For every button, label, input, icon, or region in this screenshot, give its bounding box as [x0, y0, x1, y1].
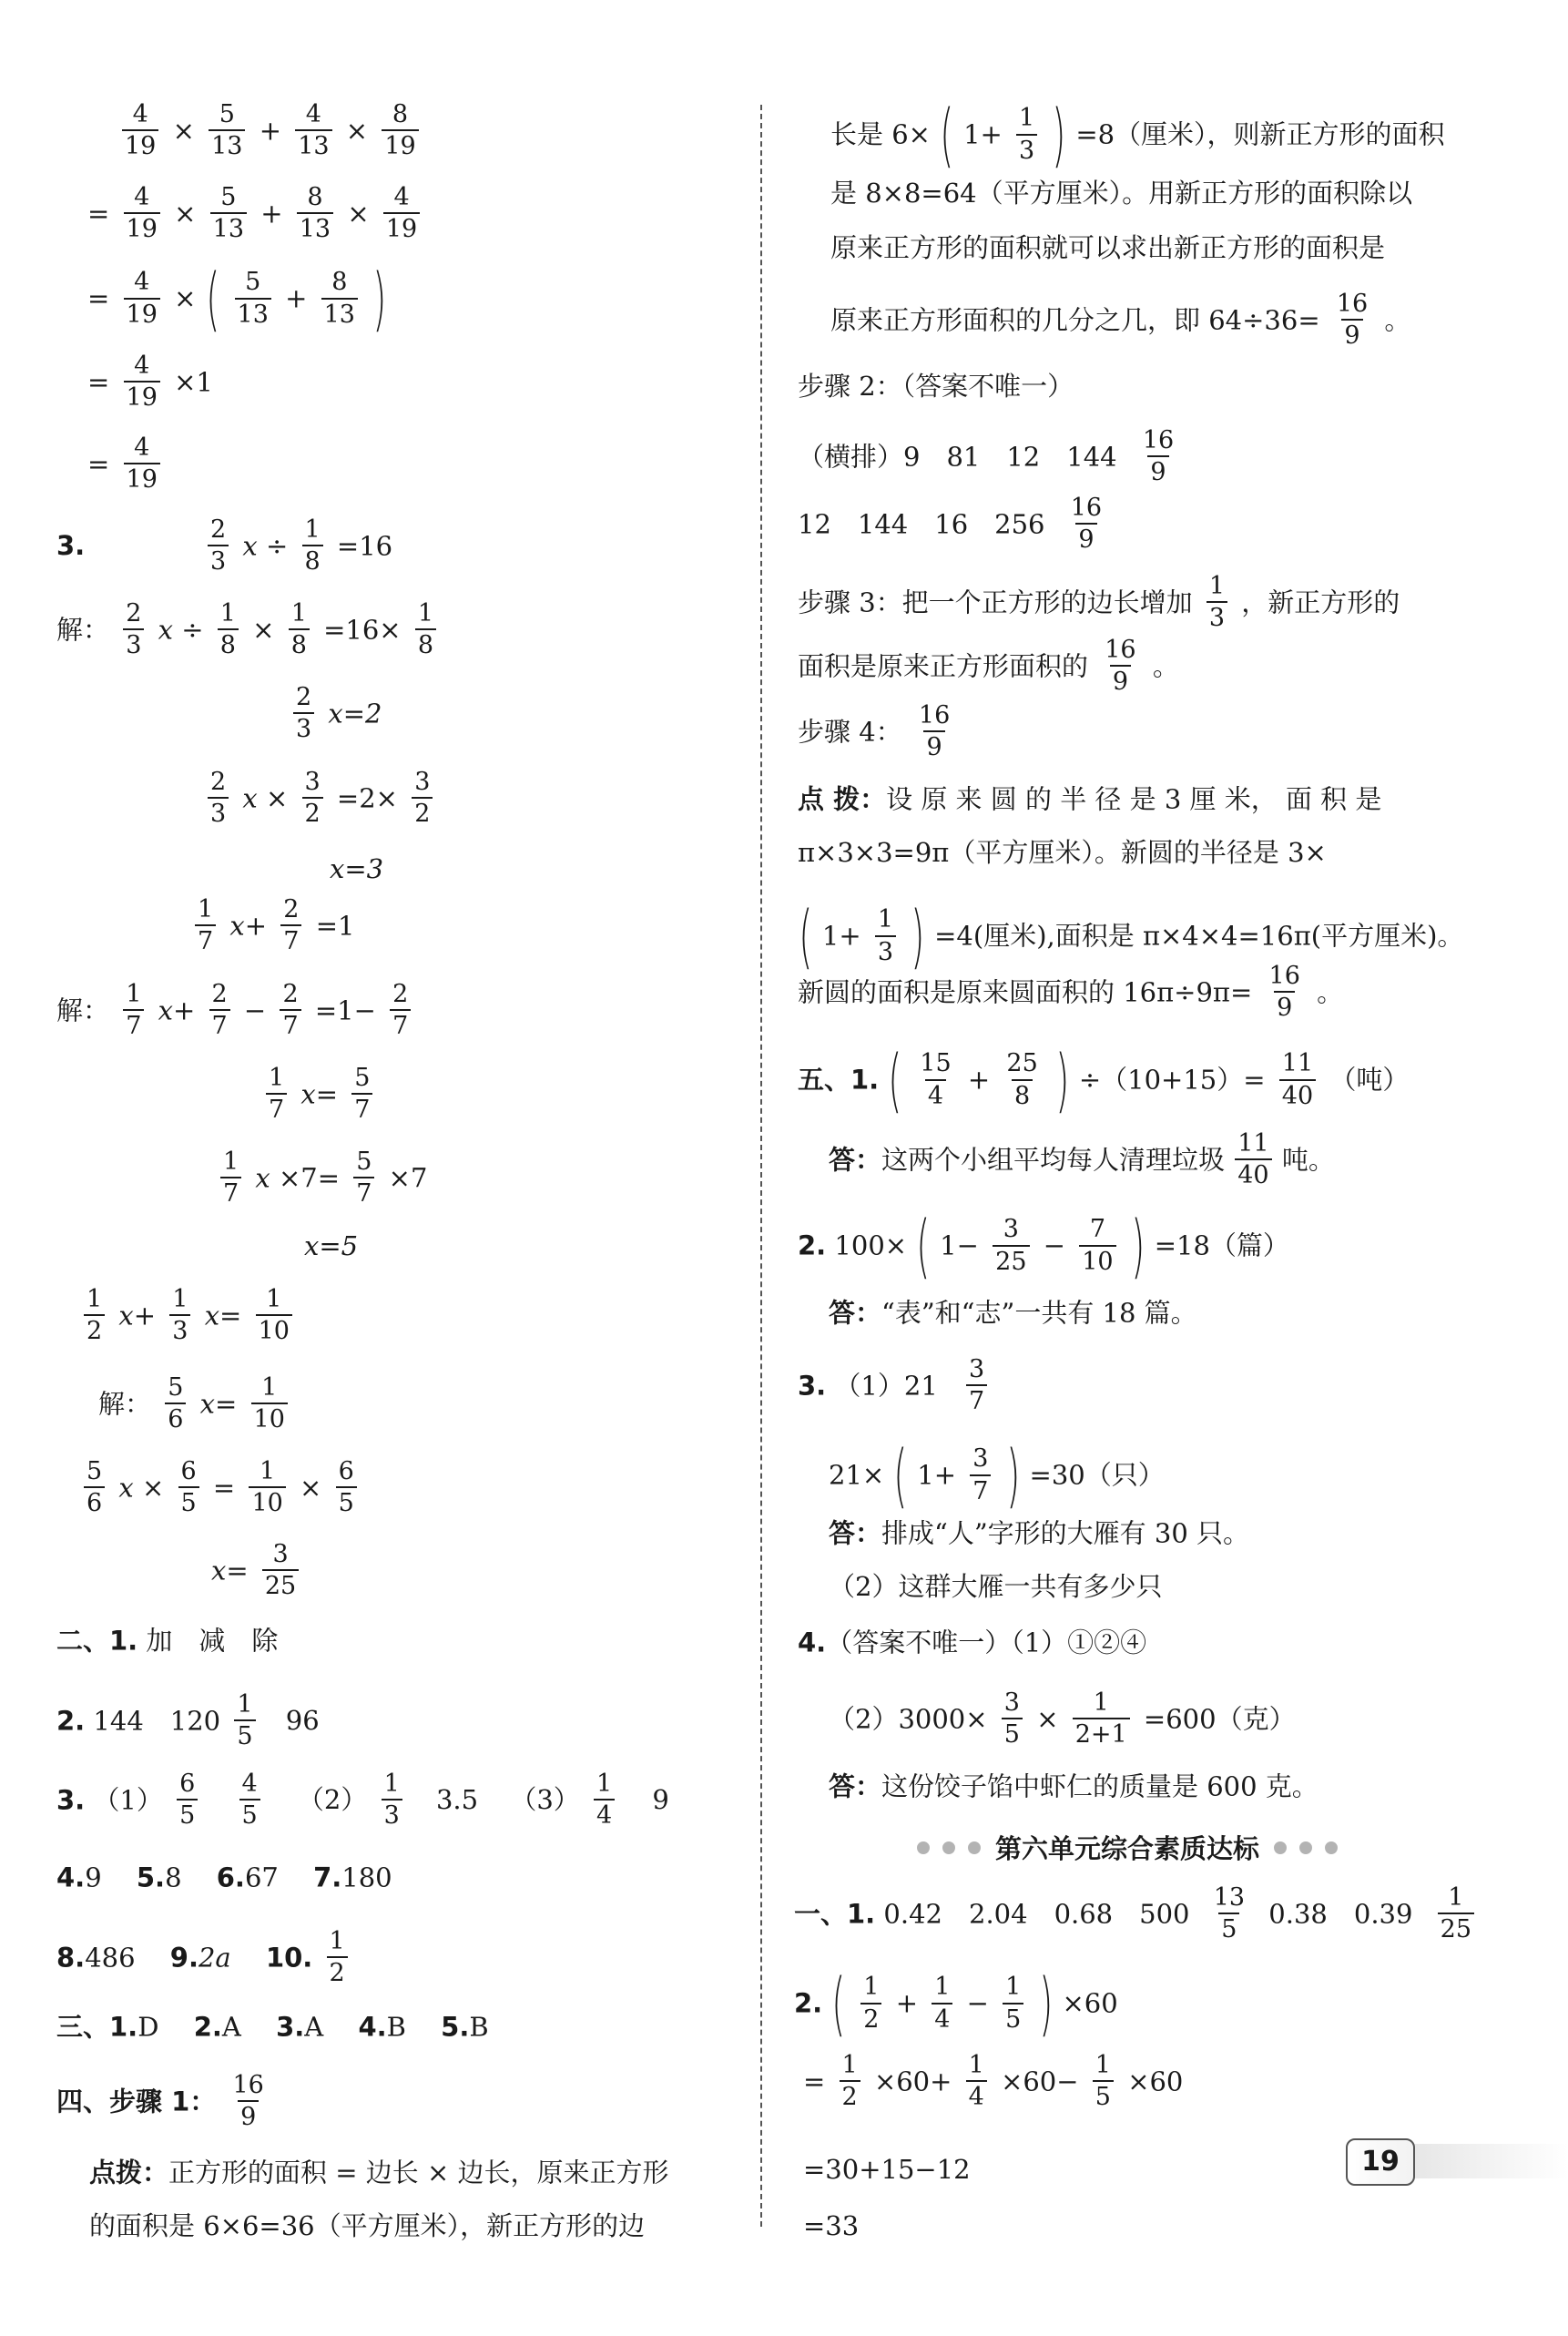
section5-q1-answer: 答：这两个小组平均每人清理垃圾 $\frac{11}{40}$ 吨。 [829, 1129, 1335, 1190]
q3-solve-3: $\frac{2}{3}$ x × $\frac{3}{2}$ =2× $\frac{3}{2}$ [202, 770, 438, 828]
section5-q4-calc: （2）3000× $\frac{3}{5}$ × $\frac{1}{2+1}$ =600（克） [829, 1688, 1296, 1749]
unit-q2-step2: =30+15−12 [803, 2154, 971, 2185]
section5-q3-calc: 21× ( 1+ $\frac{3}{7}$ ) =30（只） [829, 1434, 1165, 1515]
q4-solve-1: 解： $\frac{1}{7}$ x+ $\frac{2}{7}$ − $\frac{2}{7}$ =1− $\frac{2}{7}$ [56, 982, 416, 1040]
step4: 步骤 4： $\frac{16}{9}$ [798, 701, 951, 762]
q3-equation: $\frac{2}{3}$ x ÷ $\frac{1}{8}$ =16 [202, 517, 392, 576]
step2-row1: （横排）9 81 12 144 $\frac{16}{9}$ [798, 426, 1175, 487]
banner-dot-icon [1325, 1841, 1338, 1854]
section5-q3-answer: 答：排成“人”字形的大雁有 30 只。 [829, 1517, 1250, 1549]
unit-q2-step3: =33 [803, 2210, 860, 2241]
eq1-line5: = $\frac{4}{19}$ [87, 435, 166, 494]
tip-line1: 点拨：正方形的面积 = 边长 × 边长，原来正方形 [89, 2157, 669, 2188]
section4-step1: 四、步骤 1： $\frac{16}{9}$ [56, 2071, 264, 2132]
section5-q3: 3. （1）21 $\frac{3}{7}$ [798, 1357, 993, 1415]
unit-q2: 2. ( $\frac{1}{2}$ + $\frac{1}{4}$ − $\frac{1}{5}$ ) ×60 [794, 1963, 1118, 2044]
section2-q8-10: 8.486 9.2a 10. $\frac{1}{2}$ [56, 1929, 353, 1987]
q3-solve-1: 解： $\frac{2}{3}$ x ÷ $\frac{1}{8}$ × $\frac{1}{8}$ =16× $\frac{1}{8}$ [56, 601, 442, 659]
section5-q2: 2. 100× ( 1− $\frac{3}{25}$ − $\frac{7}{10}$ ) =18（篇） [798, 1205, 1289, 1286]
step2-label: 步骤 2：（答案不唯一） [798, 371, 1074, 402]
q3-number: 3. [56, 530, 86, 561]
section3-answers: 三、1.D 2.A 3.A 4.B 5.B [56, 2011, 489, 2043]
unit-q1: 一、1. 0.42 2.04 0.68 500 $\frac{13}{5}$ 0.38 0.39 $\frac{1}{25}$ [794, 1885, 1480, 1943]
tip2-line1: 点 拨：设 原 来 圆 的 半 径 是 3 厘 米， 面 积 是 [798, 783, 1382, 815]
section2-q3: 3. （1） $\frac{6}{5}$ $\frac{4}{5}$ （2） $\frac{1}{3}$ 3.5 （3） $\frac{1}{4}$ 9 [56, 1770, 669, 1831]
banner-dot-icon [968, 1841, 981, 1854]
unit-banner [881, 1829, 1373, 1866]
q5-solve-2: $\frac{5}{6}$ x × $\frac{6}{5}$ = $\frac{1}{10}$ × $\frac{6}{5}$ [78, 1459, 362, 1517]
eq1-line3: = $\frac{4}{19}$ × ( $\frac{5}{13}$ + $\frac{8}{13}$ ) [87, 258, 387, 339]
section5-q1: 五、1. ( $\frac{15}{4}$ + $\frac{25}{8}$ ) ÷（10+15）= $\frac{11}{40}$ （吨） [798, 1039, 1410, 1120]
section5-q4: 4.（答案不唯一）（1）①②④ [798, 1627, 1147, 1658]
tip2-line2: π×3×3=9π（平方厘米）。新圆的半径是 3× [798, 837, 1327, 868]
right-line1: 长是 6× ( 1+ $\frac{1}{3}$ ) =8（厘米），则新正方形的面积 [830, 94, 1445, 175]
banner-dot-icon [1299, 1841, 1312, 1854]
column-divider [760, 105, 762, 2227]
q5-equation: $\frac{1}{2}$ x+ $\frac{1}{3}$ x= $\frac{1}{10}$ [78, 1287, 298, 1345]
page-number: 19 [1346, 2138, 1415, 2186]
q3-result: x=3 [330, 853, 384, 884]
tip2-line4: 新圆的面积是原来圆面积的 16π÷9π= $\frac{16}{9}$ 。 [798, 962, 1344, 1023]
right-line3: 原来正方形的面积就可以求出新正方形的面积是 [830, 232, 1386, 263]
q3-solve-2: $\frac{2}{3}$ x=2 [288, 685, 382, 743]
q4-solve-3: $\frac{1}{7}$ x ×7= $\frac{5}{7}$ ×7 [215, 1149, 427, 1208]
tip-line2: 的面积是 6×6=36（平方厘米），新正方形的边 [89, 2210, 646, 2241]
q4-solve-2: $\frac{1}{7}$ x= $\frac{5}{7}$ [260, 1066, 378, 1124]
page-number-bar [1410, 2144, 1568, 2178]
section5-q2-answer: 答：“表”和“志”一共有 18 篇。 [829, 1297, 1197, 1329]
eq1-line1: $\frac{4}{19}$ × $\frac{5}{13}$ + $\frac{4}{13}$ × $\frac{8}{19}$ [117, 102, 424, 160]
tip2-line3: ( 1+ $\frac{1}{3}$ ) =4(厘米),面积是 π×4×4=16π(平方厘米)。 [799, 895, 1464, 976]
q4-result: x=5 [304, 1230, 359, 1261]
eq1-line2: = $\frac{4}{19}$ × $\frac{5}{13}$ + $\frac{8}{13}$ × $\frac{4}{19}$ [87, 185, 425, 243]
right-line2: 是 8×8=64（平方厘米）。用新正方形的面积除以 [830, 178, 1413, 209]
section5-q3-part2: （2）这群大雁一共有多少只 [829, 1571, 1163, 1602]
banner-dot-icon [942, 1841, 955, 1854]
banner-dot-icon [917, 1841, 930, 1854]
section2-q4-7: 4.9 5.8 6.67 7.180 [56, 1862, 392, 1893]
unit-q2-step1: = $\frac{1}{2}$ ×60+ $\frac{1}{4}$ ×60− $\frac{1}{5}$ ×60 [803, 2051, 1184, 2112]
q5-solve-1: 解： $\frac{5}{6}$ x= $\frac{1}{10}$ [98, 1375, 293, 1433]
step3-line2: 面积是原来正方形面积的 $\frac{16}{9}$ 。 [798, 636, 1179, 697]
step3-line1: 步骤 3：把一个正方形的边长增加 $\frac{1}{3}$ ，新正方形的 [798, 572, 1400, 633]
unit-banner-title: 第六单元综合素质达标 [994, 1833, 1259, 1864]
q4-equation: $\frac{1}{7}$ x+ $\frac{2}{7}$ =1 [189, 897, 354, 955]
section5-q4-answer: 答：这份饺子馅中虾仁的质量是 600 克。 [829, 1770, 1319, 1802]
section2-q2: 2. 144 120 $\frac{1}{5}$ 96 [56, 1690, 320, 1751]
section2-q1: 二、1. 加 减 除 [56, 1625, 279, 1657]
banner-dot-icon [1274, 1841, 1287, 1854]
q5-result: x= $\frac{3}{25}$ [211, 1542, 304, 1600]
step2-row2: 12 144 16 256 $\frac{16}{9}$ [798, 494, 1103, 555]
right-line4: 原来正方形面积的几分之几，即 64÷36= $\frac{16}{9}$ 。 [830, 290, 1411, 351]
eq1-line4: = $\frac{4}{19}$ ×1 [87, 352, 213, 413]
